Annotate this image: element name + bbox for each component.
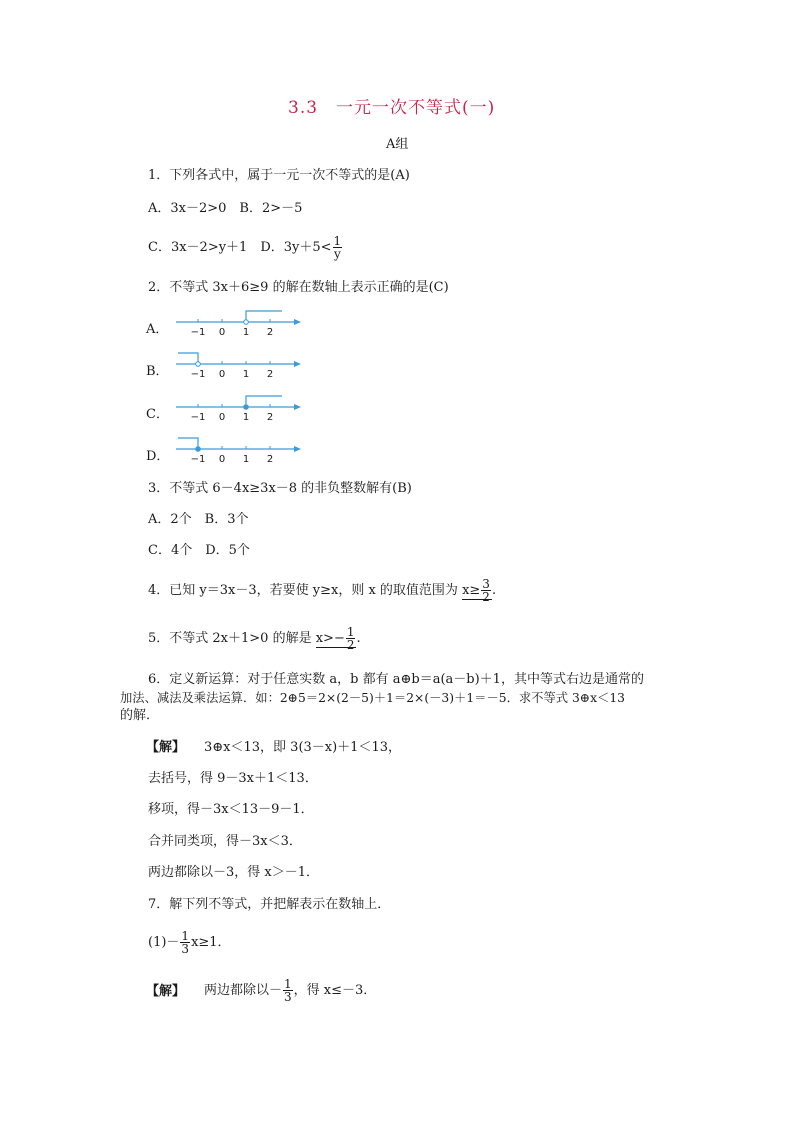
q7-solution-tag: 【解】 [146, 984, 186, 999]
q5-fraction-den: 2 [346, 638, 355, 652]
solution-ray [246, 311, 282, 322]
q7-solution [204, 974, 376, 1008]
q1-stem: 1．下列各式中，属于一元一次不等式的是(A) [148, 168, 410, 183]
q1-options-cd [148, 232, 343, 264]
tick-label: 0 [218, 454, 226, 463]
tick-label: 1 [242, 327, 250, 336]
q7-solution-prefix: 两边都除以－ [204, 983, 283, 998]
q6-solution-step3: 移项，得－3x＜13－9－1． [148, 802, 314, 817]
tick-label: 2 [266, 369, 274, 378]
q2-option-a-label: A． [146, 322, 169, 337]
q4-answer-prefix: x≥ [462, 583, 481, 598]
axis-arrow-icon [294, 404, 301, 410]
q4-stem: 4．已知 y＝3x－3，若要使 y≥x，则 x 的取值范围为 [148, 583, 463, 598]
q6-solution-step4: 合并同类项，得－3x＜3． [148, 834, 302, 849]
group-heading: A组 [386, 137, 409, 152]
q7-part1-fraction [180, 930, 190, 955]
q6-solution-tag: 【解】 [146, 740, 186, 755]
q4-fraction-den: 2 [482, 590, 490, 604]
q7-part1-fraction-den: 3 [181, 942, 190, 956]
number-line-b [174, 348, 304, 378]
q6-line3: 的解． [120, 708, 160, 723]
q7-part1-prefix: (1)－ [148, 935, 180, 950]
q7-solution-suffix: ，得 x≤－3． [293, 983, 377, 998]
axis-arrow-icon [294, 446, 301, 452]
q6-line2: 加法、减法及乘法运算．如：2⊕5＝2×(2－5)＋1＝2×(－3)＋1＝－5．求不等式 3⊕x＜13 [120, 691, 625, 705]
q5-fraction-num: 1 [346, 625, 355, 639]
page-title: 3.3 一元一次不等式(一) [288, 98, 496, 118]
q3-options-cd: C．4个 D．5个 [148, 543, 250, 558]
q4-answer [462, 577, 492, 604]
q5-answer-prefix: x>− [315, 631, 345, 646]
q1-fraction-den: y [333, 247, 341, 261]
q1-options-ab: A．3x－2>0 B．2>－5 [148, 201, 303, 216]
q6-solution-step1: 3⊕x＜13，即 3(3－x)＋1＜13， [204, 740, 401, 755]
q2-option-d-label: D． [146, 449, 170, 464]
q5-end: . [356, 631, 361, 646]
q7-stem: 7．解下列不等式，并把解表示在数轴上． [148, 897, 391, 912]
solution-ray [178, 353, 198, 364]
q2-stem: 2．不等式 3x＋6≥9 的解在数轴上表示正确的是(C) [148, 280, 449, 295]
tick-label: 1 [242, 454, 250, 463]
q5-stem: 5．不等式 2x＋1>0 的解是 [148, 631, 316, 646]
q6-solution-step2: 去括号，得 9－3x＋1＜13． [148, 771, 318, 786]
q2-option-c-label: C． [146, 407, 169, 422]
q7-solution-fraction [283, 978, 293, 1003]
tick-label: 0 [218, 412, 226, 421]
number-line-a [174, 306, 304, 336]
number-line-c [174, 391, 304, 421]
tick-label: 0 [218, 369, 226, 378]
tick-label: 2 [266, 454, 274, 463]
q7-part1-suffix: x≥1． [191, 935, 231, 950]
tick-label: 2 [266, 412, 274, 421]
tick-label: 1 [242, 412, 250, 421]
axis-arrow-icon [294, 319, 301, 325]
q6-solution-step5: 两边都除以－3，得 x＞－1． [148, 865, 320, 880]
number-line-d [174, 433, 304, 463]
q7-part1-fraction-num: 1 [181, 929, 190, 943]
q5-line [148, 622, 361, 656]
tick-label: 0 [218, 327, 226, 336]
q4-end: . [491, 583, 497, 598]
tick-label: −1 [190, 454, 206, 463]
q7-solution-fraction-den: 3 [284, 990, 292, 1004]
closed-point [244, 405, 249, 410]
q1-fraction-num: 1 [333, 234, 342, 248]
tick-label: −1 [190, 412, 206, 421]
q5-fraction [346, 626, 356, 651]
tick-label: −1 [190, 369, 206, 378]
q1-fraction [333, 235, 343, 260]
tick-label: 2 [266, 327, 274, 336]
q4-fraction-num: 3 [482, 577, 490, 591]
q4-line [148, 574, 496, 608]
q1-options-cd-text: C．3x－2>y＋1 D．3y＋5< [148, 240, 332, 255]
q6-line1: 6．定义新运算：对于任意实数 a，b 都有 a⊕b＝a(a－b)＋1，其中等式右边是通常的 [148, 672, 644, 687]
axis-arrow-icon [294, 361, 301, 367]
open-point [244, 320, 249, 325]
q3-stem: 3．不等式 6－4x≥3x－8 的非负整数解有(B) [148, 481, 412, 496]
q7-part1 [148, 926, 231, 960]
closed-point [196, 447, 201, 452]
q5-answer [315, 625, 357, 652]
tick-label: −1 [190, 327, 206, 336]
q2-option-b-label: B． [146, 364, 169, 379]
q3-options-ab: A．2个 B．3个 [148, 512, 249, 527]
solution-ray [246, 396, 282, 407]
q4-fraction [481, 578, 491, 603]
open-point [196, 362, 201, 367]
tick-label: 1 [242, 369, 250, 378]
q7-solution-fraction-num: 1 [284, 977, 292, 991]
solution-ray [178, 438, 198, 449]
